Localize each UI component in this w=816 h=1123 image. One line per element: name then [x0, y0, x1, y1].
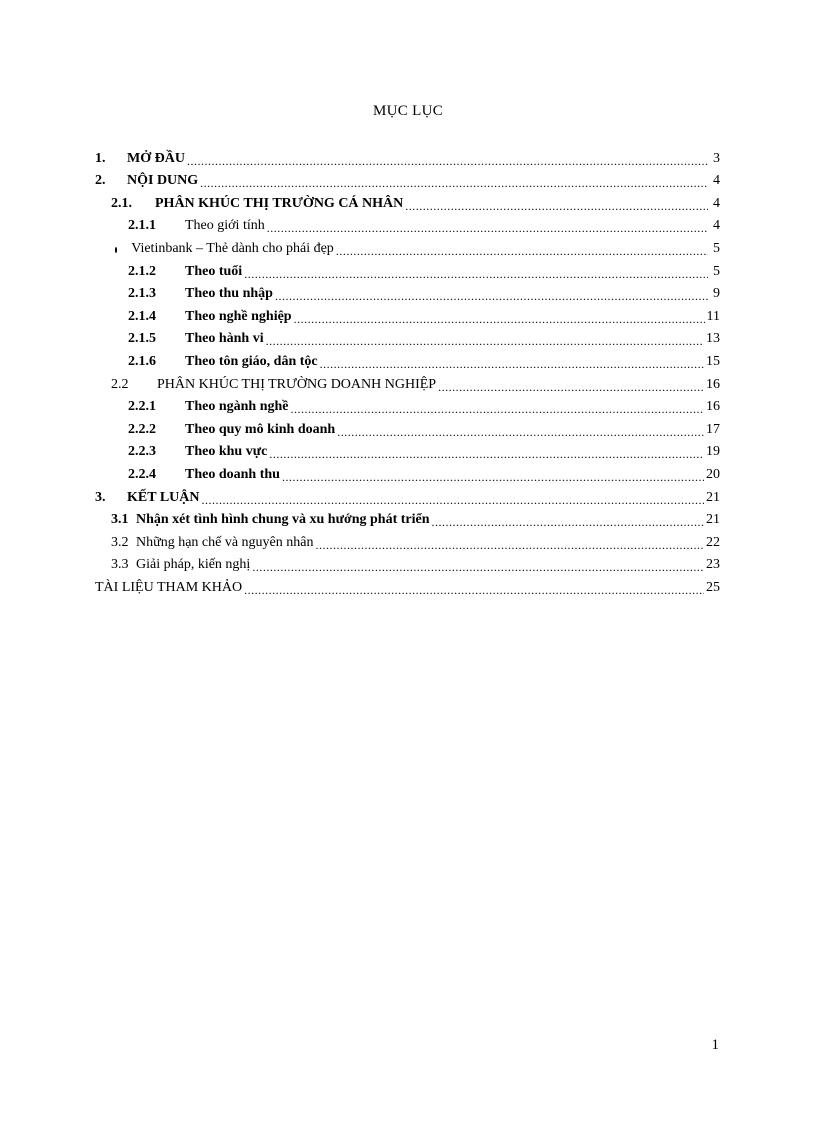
toc-entry-label: Theo khu vực: [185, 444, 268, 460]
toc-entry-number: 2.2: [111, 376, 129, 392]
toc-entry[interactable]: [95, 553, 720, 576]
toc-leader-dots: [252, 559, 704, 575]
toc-entry-label: PHÂN KHÚC THỊ TRƯỜNG CÁ NHÂN: [155, 195, 404, 211]
toc-entry-page: 16: [706, 376, 720, 392]
toc-entry[interactable]: [95, 372, 720, 395]
toc-entry-number: 3.3: [111, 557, 129, 573]
toc-leader-dots: [201, 492, 704, 508]
toc-leader-dots: [269, 446, 704, 462]
toc-entry-number: 2.2.4: [128, 466, 156, 482]
page-number: 1: [711, 1037, 719, 1053]
toc-leader-dots: [438, 379, 704, 395]
toc-entry[interactable]: [95, 236, 720, 259]
toc-entry[interactable]: [95, 259, 720, 282]
toc-entry-label: Vietinbank – Thẻ dành cho phái đẹp: [131, 240, 334, 256]
toc-entry-label: Theo giới tính: [185, 218, 265, 234]
toc-entry[interactable]: [95, 462, 720, 485]
toc-entry-page: 23: [706, 557, 720, 573]
toc-leader-dots: [290, 401, 704, 417]
toc-entry-number: 2.1.5: [128, 331, 156, 347]
toc-entry-number: 2.2.1: [128, 399, 156, 415]
toc-entry[interactable]: [95, 327, 720, 350]
toc-entry-label: Nhận xét tình hình chung và xu hướng phát triển: [136, 512, 430, 528]
toc-entry-number: 3.: [95, 489, 106, 505]
toc-entry-label: Những hạn chế và nguyên nhân: [136, 534, 314, 550]
toc-leader-dots: [282, 469, 704, 485]
toc-entry[interactable]: [95, 417, 720, 440]
toc-entry-number: 3.2: [111, 534, 129, 550]
toc-entry-label: PHÂN KHÚC THỊ TRƯỜNG DOANH NGHIỆP: [157, 376, 437, 392]
bullet-icon: [115, 247, 117, 253]
toc-leader-dots: [187, 153, 708, 169]
toc-entry-page: 4: [713, 195, 720, 211]
toc-entry-page: 11: [706, 308, 720, 324]
toc-entry-page: 19: [706, 444, 720, 460]
toc-entry[interactable]: [95, 146, 720, 169]
toc-entry-page: 3: [713, 150, 720, 166]
toc-entry-number: 2.1.3: [128, 286, 156, 302]
toc-entry-page: 13: [706, 331, 720, 347]
toc-leader-dots: [336, 243, 708, 259]
toc-entry-label: MỞ ĐẦU: [127, 150, 185, 166]
toc-entry[interactable]: [95, 530, 720, 553]
toc-entry-page: 22: [706, 534, 720, 550]
toc-entry[interactable]: [95, 575, 720, 598]
toc-entry-page: 20: [706, 466, 720, 482]
toc-entry[interactable]: [95, 508, 720, 531]
toc-entry-page: 21: [706, 512, 720, 528]
toc-entry[interactable]: [95, 169, 720, 192]
toc-leader-dots: [244, 266, 708, 282]
toc-leader-dots: [266, 333, 704, 349]
toc-entry-page: 4: [713, 173, 720, 189]
toc-entry[interactable]: [95, 304, 720, 327]
toc-leader-dots: [405, 198, 708, 214]
toc-leader-dots: [275, 288, 708, 304]
toc-entry-number: 2.1.: [111, 195, 132, 211]
toc-entry-page: 5: [713, 240, 720, 256]
toc-entry-page: 21: [706, 489, 720, 505]
toc-entry-number: 2.: [95, 173, 106, 189]
toc-leader-dots: [200, 175, 708, 191]
page-title: MỤC LỤC: [372, 103, 444, 119]
toc-entry-label: Giải pháp, kiến nghị: [136, 557, 251, 573]
toc-entry[interactable]: [95, 282, 720, 305]
toc-entry-label: Theo ngành nghề: [185, 399, 289, 415]
toc-entry-number: 2.1.6: [128, 353, 156, 369]
toc-entry[interactable]: [95, 485, 720, 508]
toc-leader-dots: [337, 424, 704, 440]
toc-entry-label: Theo tôn giáo, dân tộc: [185, 353, 318, 369]
toc-entry-label: NỘI DUNG: [127, 173, 199, 189]
toc-entry-label: Theo tuổi: [185, 263, 243, 279]
toc-entry-page: 16: [706, 399, 720, 415]
toc-entry[interactable]: [95, 395, 720, 418]
toc-entry-label: TÀI LIỆU THAM KHẢO: [95, 579, 243, 595]
toc-entry-page: 5: [713, 263, 720, 279]
toc-entry-number: 2.2.2: [128, 421, 156, 437]
toc-entry-number: 2.1.4: [128, 308, 156, 324]
toc-entry-label: Theo nghề nghiệp: [185, 308, 292, 324]
toc-entry[interactable]: [95, 349, 720, 372]
toc-entry-label: Theo quy mô kinh doanh: [185, 421, 336, 437]
toc-leader-dots: [267, 220, 708, 236]
toc-leader-dots: [294, 311, 705, 327]
toc-entry-number: 1.: [95, 150, 106, 166]
toc-entry-number: 2.1.2: [128, 263, 156, 279]
toc-leader-dots: [244, 582, 704, 598]
toc-leader-dots: [432, 514, 704, 530]
toc-entry-number: 3.1: [111, 512, 129, 528]
toc-entry-page: 9: [713, 286, 720, 302]
toc-entry-label: Theo hành vi: [185, 331, 264, 347]
toc-entry-page: 25: [706, 579, 720, 595]
toc-entry-page: 15: [706, 353, 720, 369]
toc-leader-dots: [315, 537, 704, 553]
table-of-contents: [95, 146, 720, 598]
toc-entry-label: KẾT LUẬN: [127, 489, 200, 505]
toc-entry-label: Theo thu nhập: [185, 286, 273, 302]
toc-entry-number: 2.1.1: [128, 218, 156, 234]
toc-entry-page: 4: [713, 218, 720, 234]
toc-entry-page: 17: [706, 421, 720, 437]
toc-entry[interactable]: [95, 214, 720, 237]
toc-entry[interactable]: [95, 440, 720, 463]
toc-entry-label: Theo doanh thu: [185, 466, 280, 482]
toc-entry[interactable]: [95, 191, 720, 214]
toc-entry-number: 2.2.3: [128, 444, 156, 460]
toc-leader-dots: [320, 356, 704, 372]
